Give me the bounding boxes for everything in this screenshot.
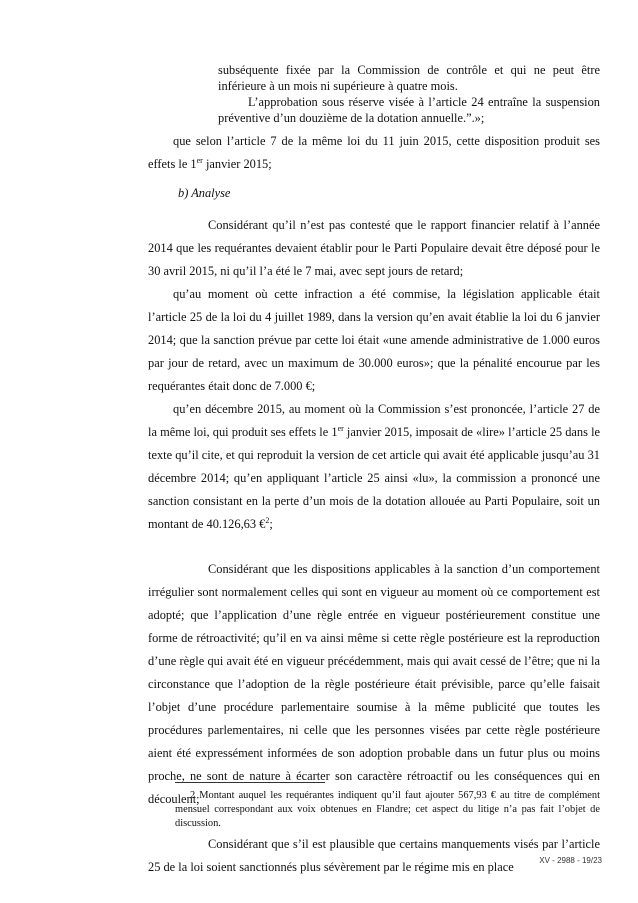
para1-tail: janvier 2015; [202, 157, 272, 171]
paragraph-effects [148, 130, 600, 176]
section-heading: b) Analyse [178, 186, 231, 200]
quoted-text [218, 62, 600, 126]
paragraph-decembre [148, 398, 600, 536]
paragraph-considerant-1: Considérant qu’il n’est pas contesté que le rapport financier relatif à l’année 2014 que les requérantes devaient établir pour le Parti Populaire devait être déposé pour le 30 avril 2015, ni qu’il l’a été le 7 mai, avec sept jours de retard; [148, 218, 600, 278]
para4-tail: ; [269, 517, 273, 531]
analysis-body [148, 214, 600, 879]
footnote-separator [175, 782, 325, 783]
para4-mid: janvier 2015, imposait de «lire» l’article 25 dans le texte qu’il cite, et qui reproduit la version de cet article qui avait été applicable jusqu’au 31 décembre 2014; qu’en appliquant l’article 25 ainsi «lu», la commission a prononcé une sanction consistant en la perte d’un mois de la dotation allouée au Parti Populaire, soit un montant de 40.126,63 € [148, 425, 601, 531]
quote-line-1: subséquente fixée par la Commission de contrôle et qui ne peut être inférieure à un mois ni supérieure à quatre mois. [218, 63, 600, 93]
quote-line-2: L’approbation sous réserve visée à l’article 24 entraîne la suspension préventive d’un douzième de la dotation annuelle.”.»; [218, 95, 600, 125]
para4-sup: er [337, 423, 344, 433]
footnote: 2 Montant auquel les requérantes indiquent qu’il faut ajouter 567,93 € au titre de complément mensuel correspondant aux voix obtenues en Flandre; cet aspect du litige n’a pas fait l’objet de discussion. [175, 790, 600, 829]
paragraph-infraction: qu’au moment où cette infraction a été commise, la législation applicable était l’article 25 de la loi du 4 juillet 1989, dans la version qu’en avait établie la loi du 6 janvier 2014; que la sanction prévue par cette loi était «une amende administrative de 1.000 euros par jour de retard, avec un maximum de 30.000 euros»; que la pénalité encourue par les requérantes était donc de 7.000 €; [148, 287, 600, 393]
para4-text: qu’en décembre 2015, au moment où la Commission s’est prononcée, l’article 27 de la même loi, qui produit ses effets le 1 [148, 402, 600, 439]
para1-sup: er [196, 155, 203, 165]
para1-text: que selon l’article 7 de la même loi du 11 juin 2015, cette disposition produit ses effets le 1 [148, 134, 600, 171]
page-number: XV - 2988 - 19/23 [539, 856, 602, 865]
footnote-ref: 2 [265, 515, 270, 525]
paragraph-considerant-2: Considérant que les dispositions applicables à la sanction d’un comportement irrégulier sont normalement celles qui sont en vigueur au moment où ce comportement est adopté; que l’application d’une règle entrée en vigueur postérieurement constitue une forme de rétroactivité; qu’il en va ainsi même si cette règle postérieure est la reproduction d’une règle qui avait été en vigueur précédemment, mais qui avait cessé de l’être; que ni la circonstance que l’adoption de la règle postérieure était prévisible, parce qu’elle faisait l’objet d’une procédure parlementaire soumise à la même publicité que toutes les procédures parlementaires, ni celle que les personnes visées par cette règle postérieure aient été expressément informées de son adoption probable dans un futur plus ou moins proche, ne sont de nature à écarter son caractère rétroactif ou les conséquences qui en découlent; [148, 562, 600, 806]
paragraph-considerant-3: Considérant que s’il est plausible que certains manquements visés par l’article 25 de la loi soient sanctionnés plus sévèrement par le régime mis en place [148, 837, 600, 874]
